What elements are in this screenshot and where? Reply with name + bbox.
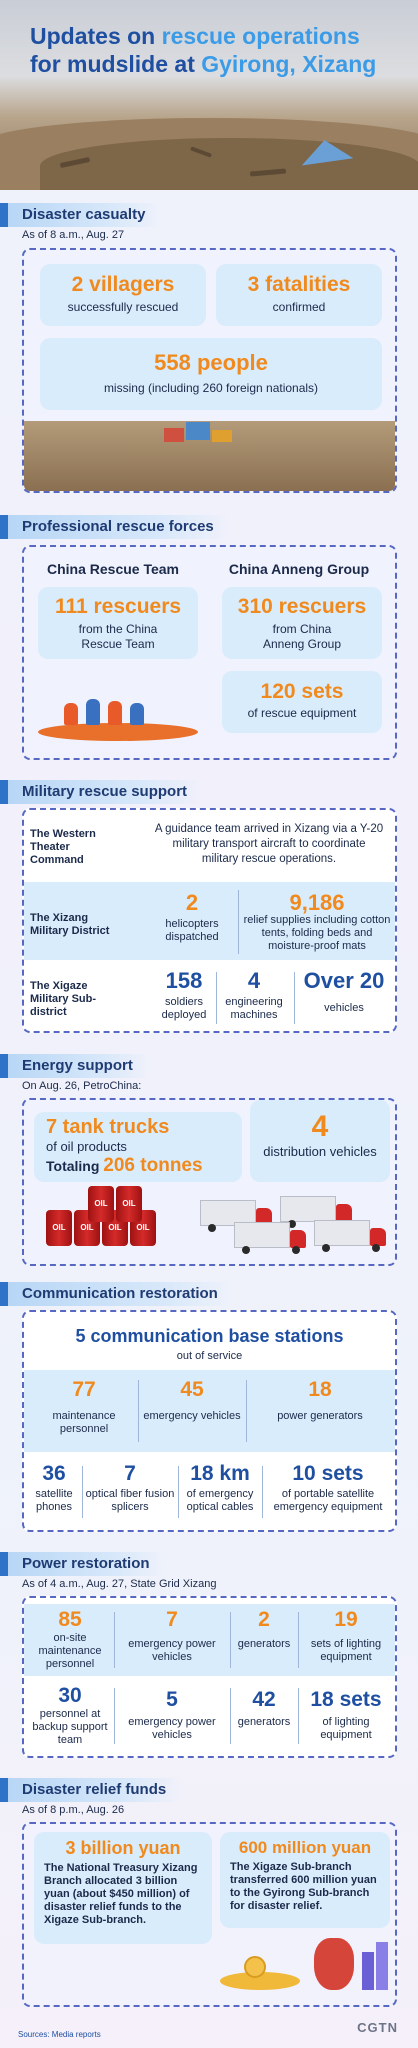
power-generators-number: 18 [308, 1378, 332, 1401]
western-theater-text: A guidance team arrived in Xizang via a Y-20 military transport aircraft to coordinate military rescue operations. [154, 823, 384, 865]
section-title-funds: Disaster relief funds [0, 1778, 182, 1802]
lighting-sets-label: sets of lighting equipment [310, 1638, 382, 1663]
totaling-label: Totaling [46, 1158, 104, 1174]
money-bag-icon [314, 1938, 354, 1990]
tank-trucks-card [34, 1112, 242, 1182]
rescued-card [40, 264, 206, 326]
wheel-icon [292, 1246, 300, 1254]
vehicles-number: Over 20 [303, 968, 385, 993]
divider [230, 1612, 231, 1668]
wheel-icon [372, 1244, 380, 1252]
generators-label: generators [237, 1638, 291, 1650]
power-frame [22, 1596, 397, 1758]
base-stations-number: 5 communication base stations [75, 1326, 344, 1346]
divider [216, 972, 217, 1024]
onsite-personnel-label: on-site maintenance personnel [38, 1632, 102, 1670]
truck-cab-icon [370, 1228, 386, 1246]
military-frame [22, 808, 397, 1033]
backup-lighting-label: of lighting equipment [320, 1716, 372, 1741]
truck-icon [234, 1222, 290, 1248]
relief-supplies-label: relief supplies including cotton tents, folding beds and moisture-proof mats [243, 914, 391, 952]
generators-number: 2 [258, 1608, 270, 1631]
divider [262, 1466, 263, 1518]
casualty-frame [22, 248, 397, 493]
treasury-label: The National Treasury Xizang Branch allocated 3 billion yuan (about $450 million) of disaster relief funds to the Xigaze Sub-branch. [44, 1862, 198, 1926]
equipment-label: of rescue equipment [247, 706, 357, 720]
oil-barrel-icon: OIL [88, 1186, 114, 1222]
rescuer-icon [130, 703, 144, 725]
backup-personnel-label: personnel at backup support team [32, 1708, 108, 1746]
wheel-icon [208, 1224, 216, 1232]
oil-barrel-icon: OIL [102, 1210, 128, 1246]
xigaze-card [220, 1832, 390, 1928]
coin-icon [244, 1956, 266, 1978]
mud-illustration-front [40, 138, 418, 190]
rescued-label: successfully rescued [67, 300, 179, 314]
container-icon [186, 422, 210, 440]
power-generators-label: power generators [277, 1410, 363, 1422]
backup-power-vehicles-number: 5 [166, 1688, 178, 1711]
xigaze-number: 600 million yuan [238, 1838, 372, 1857]
backup-generators-number: 42 [252, 1688, 276, 1711]
divider [114, 1688, 115, 1744]
fatalities-card [216, 264, 382, 326]
divider [178, 1466, 179, 1518]
soldiers-label: soldiers deployed [161, 996, 207, 1021]
missing-label: missing (including 260 foreign nationals) [103, 381, 319, 395]
relief-supplies-number: 9,186 [289, 890, 345, 915]
missing-number: 558 people [154, 350, 268, 375]
treasury-card [34, 1832, 212, 1944]
xigaze-label: The Xigaze Sub-branch transferred 600 million yuan to the Gyirong Sub-branch for disaster relief. [230, 1861, 377, 1912]
divider [114, 1612, 115, 1668]
energy-frame [22, 1098, 397, 1266]
power-sub: As of 4 a.m., Aug. 27, State Grid Xizang [22, 1578, 217, 1590]
rescuer-icon [86, 699, 100, 725]
base-stations-label: out of service [176, 1350, 243, 1362]
xizang-district-name: The Xizang Military District [30, 912, 110, 937]
section-title-casualty: Disaster casualty [0, 203, 161, 227]
truck-cab-icon [290, 1230, 306, 1248]
oil-barrel-icon: OIL [46, 1210, 72, 1246]
divider [82, 1466, 83, 1518]
china-rescue-number: 111 rescuers [54, 595, 182, 618]
optical-cables-label: of emergency optical cables [186, 1488, 254, 1513]
maintenance-number: 77 [72, 1378, 96, 1401]
backup-power-vehicles-label: emergency power vehicles [128, 1716, 216, 1741]
distribution-label: distribution vehicles [263, 1144, 377, 1159]
equipment-card [222, 671, 382, 733]
tonnes-number: 206 tonnes [103, 1155, 203, 1176]
oil-barrel-icon: OIL [74, 1210, 100, 1246]
divider [294, 972, 295, 1024]
divider [298, 1688, 299, 1744]
helicopters-label: helicopters dispatched [165, 918, 219, 943]
section-title-military: Military rescue support [0, 780, 203, 804]
splicers-number: 7 [124, 1462, 136, 1485]
container-icon [164, 428, 184, 442]
page-title: Updates on rescue operations for mudslide at Gyirong, Xizang [30, 23, 377, 77]
truck-icon [280, 1196, 336, 1222]
energy-sub: On Aug. 26, PetroChina: [22, 1080, 142, 1092]
section-title-power: Power restoration [0, 1552, 166, 1576]
engineering-label: engineering machines [225, 996, 283, 1021]
optical-cables-number: 18 km [190, 1462, 250, 1485]
onsite-personnel-number: 85 [58, 1608, 82, 1631]
emergency-power-vehicles-label: emergency power vehicles [128, 1638, 216, 1663]
rescuer-icon [108, 701, 122, 725]
rescuer-icon [64, 703, 78, 725]
wheel-icon [242, 1246, 250, 1254]
anneng-card [222, 587, 382, 659]
divider [246, 1380, 247, 1442]
divider [298, 1612, 299, 1668]
helicopters-number: 2 [185, 890, 199, 915]
funds-frame [22, 1822, 397, 2007]
emergency-vehicles-number: 45 [180, 1378, 204, 1401]
cgtn-logo: CGTN [357, 2020, 398, 2035]
distribution-number: 4 [311, 1110, 329, 1143]
bar-icon [376, 1942, 388, 1990]
funds-sub: As of 8 p.m., Aug. 26 [22, 1804, 125, 1816]
container-icon [212, 430, 232, 442]
emergency-power-vehicles-number: 7 [166, 1608, 178, 1631]
distribution-card [250, 1100, 390, 1182]
team-china-anneng: China Anneng Group [228, 561, 370, 577]
truck-icon [314, 1220, 370, 1246]
backup-lighting-number: 18 sets [310, 1688, 382, 1711]
wheel-icon [322, 1244, 330, 1252]
oil-barrel-icon: OIL [130, 1210, 156, 1246]
xigaze-subdistrict-name: The Xigaze Military Sub-district [30, 980, 97, 1018]
vehicles-label: vehicles [324, 1002, 364, 1014]
sources-note: Sources: Media reports [18, 2030, 101, 2039]
china-rescue-card [38, 587, 198, 659]
emergency-vehicles-label: emergency vehicles [143, 1410, 241, 1422]
maintenance-label: maintenance personnel [52, 1410, 116, 1435]
forces-frame [22, 545, 397, 760]
divider [238, 890, 239, 954]
section-title-comm: Communication restoration [0, 1282, 234, 1306]
section-title-forces: Professional rescue forces [0, 515, 230, 539]
backup-personnel-number: 30 [58, 1684, 82, 1707]
fatalities-label: confirmed [272, 300, 326, 314]
splicers-label: optical fiber fusion splicers [85, 1488, 175, 1513]
bar-icon [362, 1952, 374, 1990]
engineering-number: 4 [247, 968, 261, 993]
tank-trucks-number: 7 tank trucks [46, 1116, 170, 1138]
casualty-asof: As of 8 a.m., Aug. 27 [22, 229, 125, 241]
oil-barrel-icon: OIL [116, 1186, 142, 1222]
tank-trucks-label: of oil products [46, 1139, 127, 1154]
section-title-energy: Energy support [0, 1054, 149, 1078]
anneng-number: 310 rescuers [237, 595, 367, 618]
anneng-label: from China Anneng Group [262, 622, 342, 651]
satellite-equipment-number: 10 sets [292, 1462, 364, 1485]
backup-generators-label: generators [237, 1716, 291, 1728]
fatalities-number: 3 fatalities [247, 273, 351, 296]
divider [138, 1380, 139, 1442]
team-china-rescue: China Rescue Team [46, 561, 179, 577]
lighting-sets-number: 19 [334, 1608, 358, 1631]
western-theater-name: The Western Theater Command [30, 828, 96, 866]
divider [230, 1688, 231, 1744]
comm-frame [22, 1310, 397, 1532]
missing-card [40, 338, 382, 410]
china-rescue-label: from the China Rescue Team [78, 622, 158, 651]
satellite-phones-number: 36 [42, 1462, 66, 1485]
satellite-phones-label: satellite phones [35, 1488, 73, 1513]
rescue-boat-icon [38, 723, 198, 741]
soldiers-number: 158 [165, 968, 203, 993]
equipment-number: 120 sets [260, 680, 344, 703]
satellite-equipment-label: of portable satellite emergency equipment [273, 1488, 383, 1513]
header-banner [0, 0, 418, 190]
treasury-number: 3 billion yuan [65, 1838, 181, 1858]
rescued-number: 2 villagers [71, 273, 175, 296]
